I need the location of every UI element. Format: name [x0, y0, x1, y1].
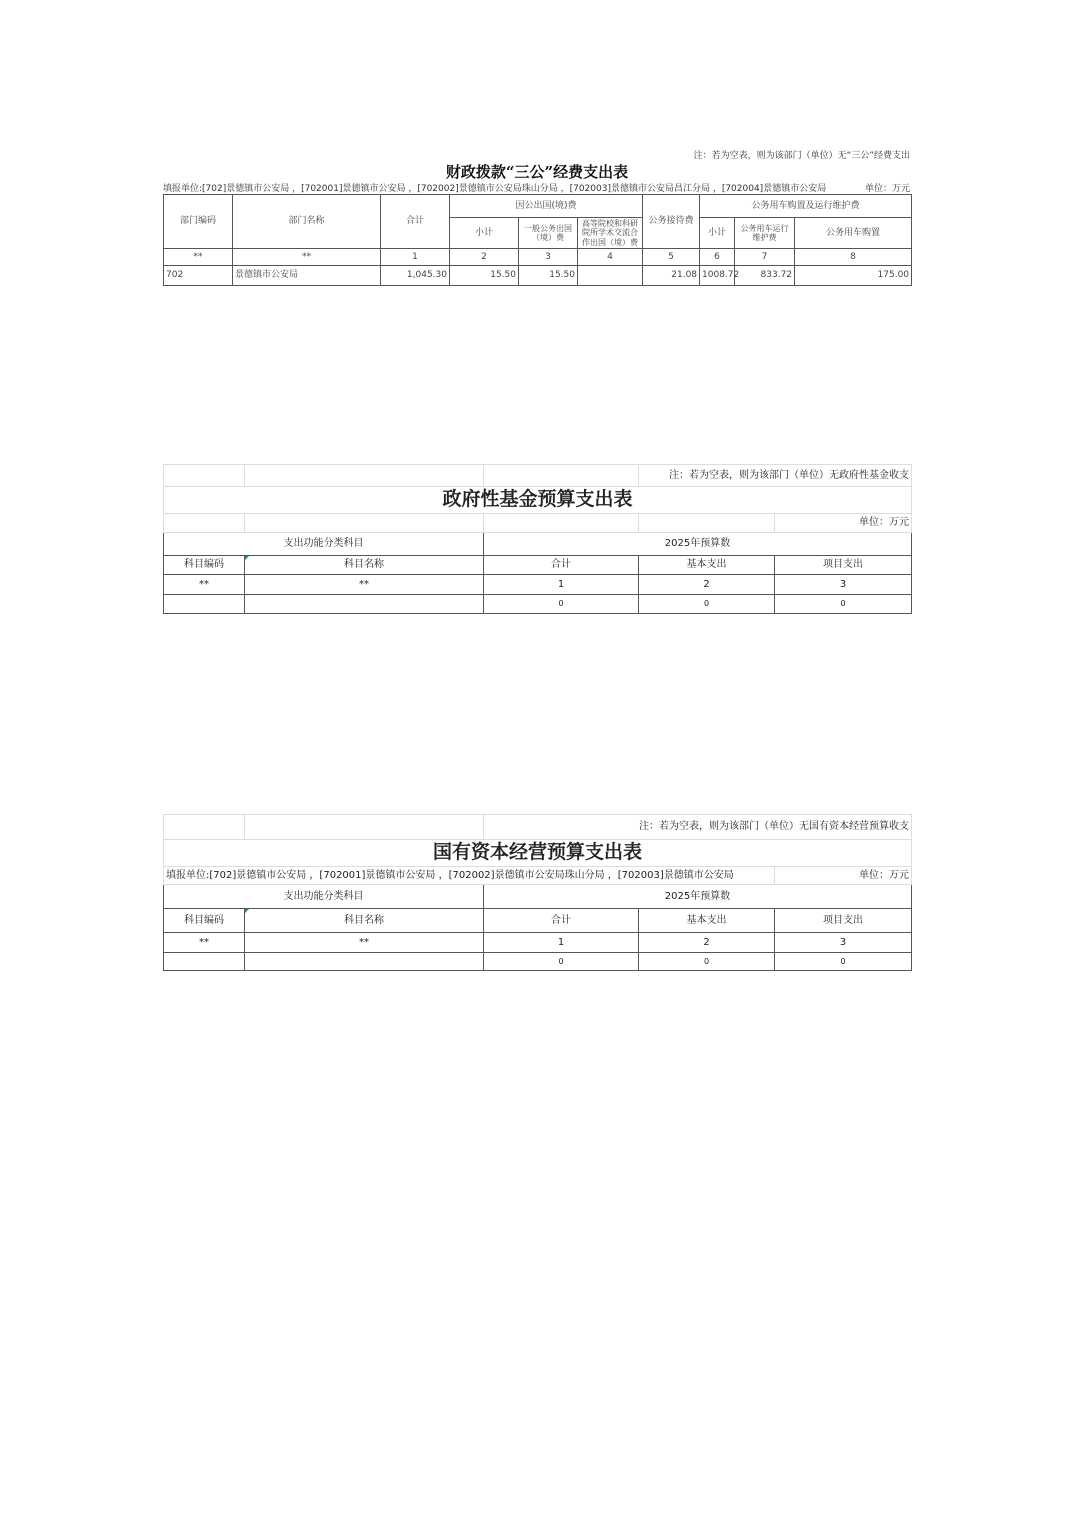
header-vehicle-operation: 公务用车运行维护费 [735, 218, 795, 249]
table3-title: 国有资本经营预算支出表 [164, 840, 912, 867]
t2-header-budget-year: 2025年预算数 [484, 533, 912, 556]
index-cell: 3 [775, 933, 912, 953]
data-dept-name: 景德镇市公安局 [233, 266, 381, 286]
t2-header-project: 项目支出 [775, 556, 912, 575]
header-dept-code: 部门编码 [164, 195, 233, 249]
index-cell: 1 [484, 575, 639, 595]
table3-frame [163, 814, 912, 971]
t2-header-func-class: 支出功能分类科目 [164, 533, 484, 556]
index-cell: 5 [643, 249, 700, 266]
table2-note: 注：若为空表，则为该部门（单位）无政府性基金收支 [639, 465, 912, 487]
data-cell [245, 953, 484, 971]
table-row [164, 953, 912, 971]
table-row [164, 249, 912, 266]
data-general-abroad: 15.50 [519, 266, 578, 286]
data-total: 1,045.30 [381, 266, 450, 286]
table1-note: 注：若为空表，则为该部门（单位）无“三公”经费支出 [693, 151, 910, 161]
table3-note: 注：若为空表，则为该部门（单位）无国有资本经营预算收支 [484, 815, 912, 840]
index-cell: 6 [700, 249, 735, 266]
data-cell: 0 [484, 953, 639, 971]
data-reception: 21.08 [643, 266, 700, 286]
t3-header-total: 合计 [484, 909, 639, 933]
data-cell [245, 595, 484, 614]
t3-header-subject-code: 科目编码 [164, 909, 245, 933]
header-academic-abroad: 高等院校和科研院所学术交流合作出国（境）费 [578, 218, 643, 249]
index-cell: 4 [578, 249, 643, 266]
table2-title: 政府性基金预算支出表 [164, 487, 912, 514]
table1-title: 财政拨款“三公”经费支出表 [445, 163, 629, 181]
index-cell: ** [245, 933, 484, 953]
table3-filler: 填报单位:[702]景德镇市公安局 ，[702001]景德镇市公安局 ，[702002]景德镇市公安局珠山分局 ，[702003]景德镇市公安局 [164, 867, 775, 885]
index-cell: ** [245, 575, 484, 595]
t3-header-subject-name: 科目名称 [245, 909, 484, 933]
index-cell: ** [164, 249, 233, 266]
header-general-abroad: 一般公务出国（境）费 [519, 218, 578, 249]
index-cell: 3 [519, 249, 578, 266]
header-vehicle-subtotal: 小计 [700, 218, 735, 249]
data-vehicle-operation: 833.72 [735, 266, 795, 286]
data-cell: 0 [775, 953, 912, 971]
data-cell [164, 953, 245, 971]
index-cell: 1 [484, 933, 639, 953]
table1-unit: 单位：万元 [864, 184, 910, 194]
index-cell: ** [233, 249, 381, 266]
t3-header-basic: 基本支出 [639, 909, 775, 933]
table-row [164, 266, 912, 286]
t2-header-subject-name: 科目名称 [245, 556, 484, 575]
table-row [164, 575, 912, 595]
index-cell: 7 [735, 249, 795, 266]
table1-grid [163, 194, 912, 286]
table-row [164, 595, 912, 614]
table2-unit: 单位：万元 [775, 514, 912, 533]
index-cell: 1 [381, 249, 450, 266]
data-abroad-subtotal: 15.50 [450, 266, 519, 286]
index-cell: ** [164, 575, 245, 595]
index-cell: 3 [775, 575, 912, 595]
index-cell: 2 [639, 933, 775, 953]
header-vehicle-purchase: 公务用车购置 [795, 218, 912, 249]
data-vehicle-purchase: 175.00 [795, 266, 912, 286]
t3-header-project: 项目支出 [775, 909, 912, 933]
t2-header-subject-code: 科目编码 [164, 556, 245, 575]
index-cell: 8 [795, 249, 912, 266]
header-abroad-subtotal: 小计 [450, 218, 519, 249]
table2-frame [163, 464, 912, 614]
table1-filler-unit: 填报单位:[702]景德镇市公安局 ，[702001]景德镇市公安局 ，[702002]景德镇市公安局珠山分局 ，[702003]景德镇市公安局昌江分局 ，[702004]景德镇市公安局 [163, 184, 827, 194]
index-cell: ** [164, 933, 245, 953]
header-reception: 公务接待费 [643, 195, 700, 249]
data-dept-code: 702 [164, 266, 233, 286]
data-vehicle-subtotal: 1008.72 [700, 266, 735, 286]
data-cell: 0 [639, 953, 775, 971]
data-cell: 0 [775, 595, 912, 614]
index-cell: 2 [450, 249, 519, 266]
t3-header-func-class: 支出功能分类科目 [164, 885, 484, 909]
data-cell: 0 [639, 595, 775, 614]
data-academic-abroad [578, 266, 643, 286]
data-cell [164, 595, 245, 614]
t2-header-total: 合计 [484, 556, 639, 575]
data-cell: 0 [484, 595, 639, 614]
table3-unit: 单位：万元 [775, 867, 912, 885]
t3-header-budget-year: 2025年预算数 [484, 885, 912, 909]
header-vehicle-group: 公务用车购置及运行维护费 [700, 195, 912, 218]
header-abroad-group: 因公出国(境)费 [450, 195, 643, 218]
index-cell: 2 [639, 575, 775, 595]
header-dept-name: 部门名称 [233, 195, 381, 249]
t2-header-basic: 基本支出 [639, 556, 775, 575]
table-row [164, 933, 912, 953]
header-total: 合计 [381, 195, 450, 249]
